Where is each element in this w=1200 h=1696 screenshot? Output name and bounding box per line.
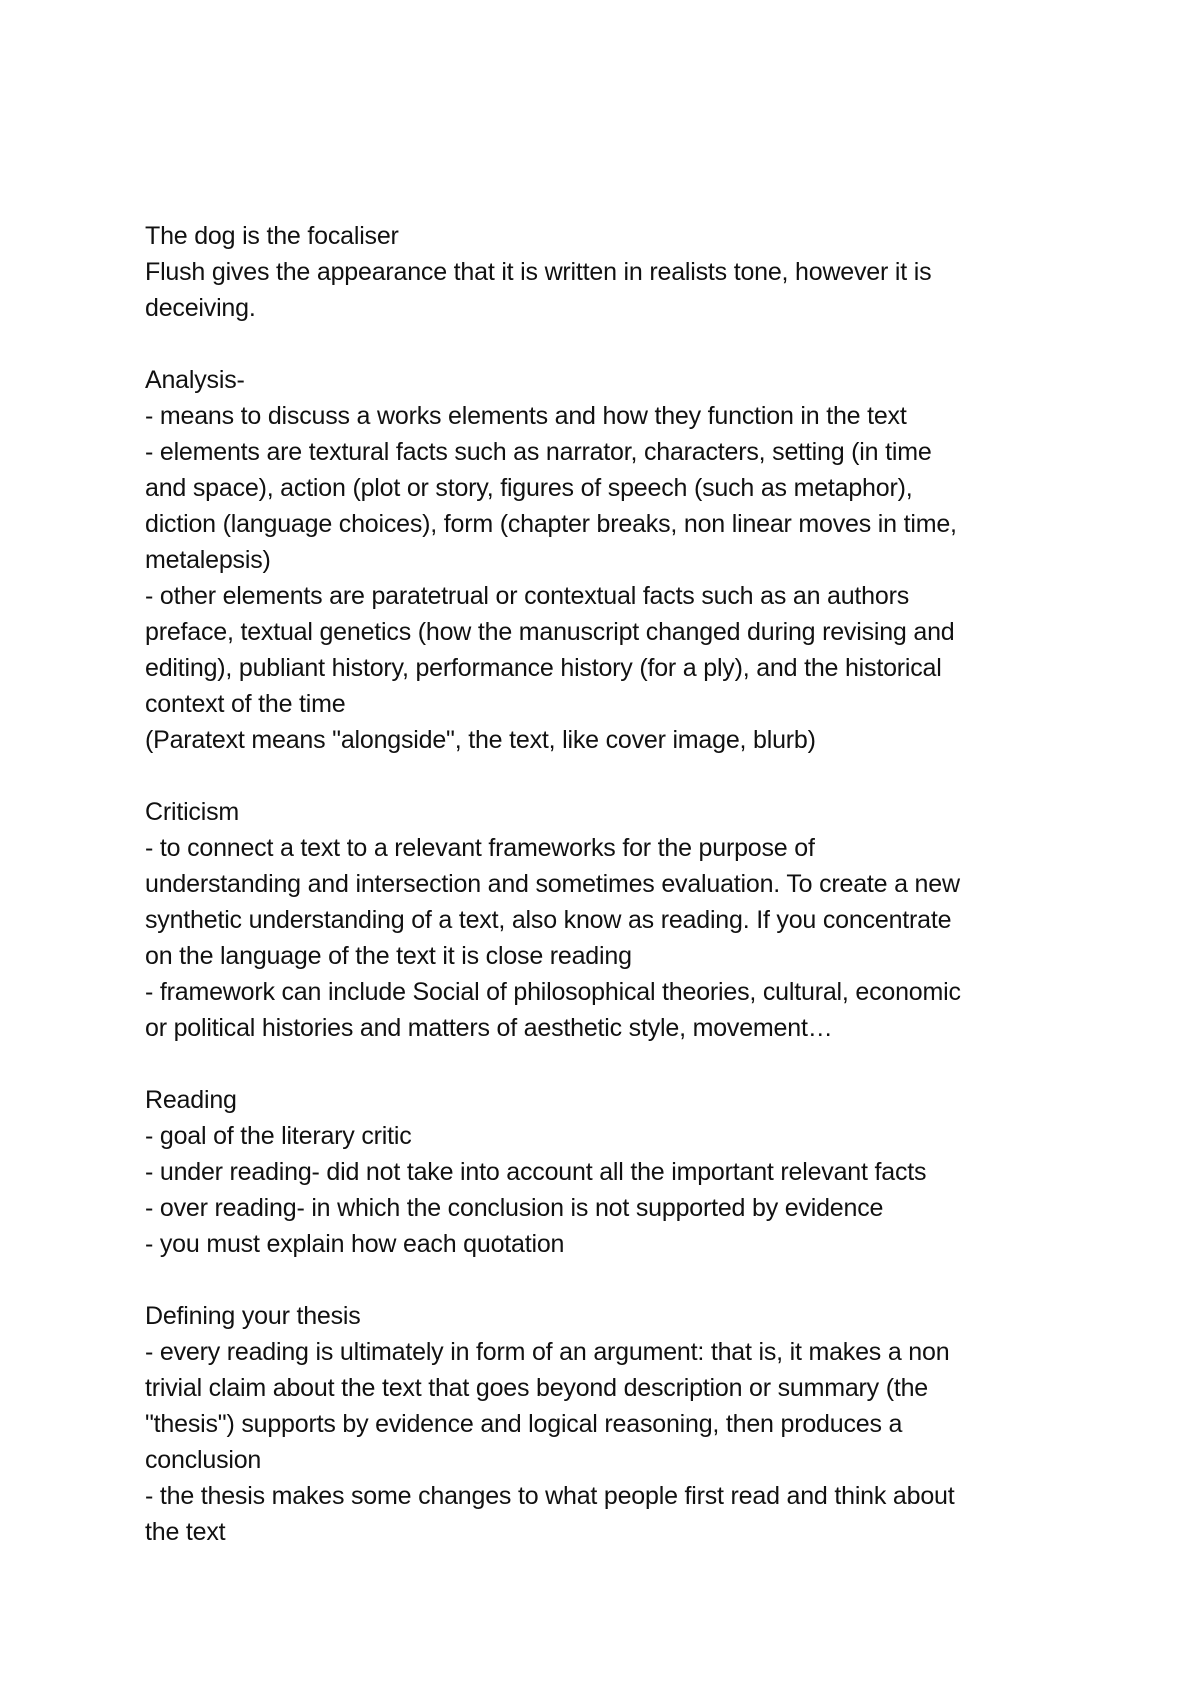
criticism-heading: Criticism [145,798,240,826]
intro-section [145,218,1065,326]
thesis-line: - every reading is ultimately in form of an argument: that is, it makes a non [145,1338,950,1366]
criticism-line: on the language of the text it is close reading [145,942,632,970]
reading-line: - under reading- did not take into account all the important relevant facts [145,1158,927,1186]
intro-line: The dog is the focaliser [145,222,399,250]
criticism-line: - framework can include Social of philosophical theories, cultural, economic [145,978,961,1006]
reading-heading: Reading [145,1086,237,1114]
thesis-line: - the thesis makes some changes to what people first read and think about [145,1482,955,1510]
thesis-line: "thesis") supports by evidence and logical reasoning, then produces a [145,1410,903,1438]
analysis-line: context of the time [145,690,346,718]
analysis-line: and space), action (plot or story, figures of speech (such as metaphor), [145,474,913,502]
blank-line [145,758,1065,794]
criticism-line: understanding and intersection and sometimes evaluation. To create a new [145,870,960,898]
analysis-line: metalepsis) [145,546,271,574]
reading-line: - you must explain how each quotation [145,1230,565,1258]
blank-line [145,1262,1065,1298]
blank-line [145,1046,1065,1082]
reading-section [145,1082,1065,1262]
reading-line: - over reading- in which the conclusion is not supported by evidence [145,1194,884,1222]
intro-line: deceiving. [145,294,256,322]
criticism-section [145,794,1065,1046]
reading-line: - goal of the literary critic [145,1122,412,1150]
thesis-line: trivial claim about the text that goes beyond description or summary (the [145,1374,929,1402]
analysis-line: diction (language choices), form (chapter breaks, non linear moves in time, [145,510,957,538]
analysis-line: - elements are textural facts such as narrator, characters, setting (in time [145,438,932,466]
analysis-line: - means to discuss a works elements and how they function in the text [145,402,907,430]
intro-line: Flush gives the appearance that it is written in realists tone, however it is [145,258,932,286]
thesis-section [145,1298,1065,1550]
analysis-line: editing), publiant history, performance history (for a ply), and the historical [145,654,942,682]
analysis-line: - other elements are paratetrual or contextual facts such as an authors [145,582,909,610]
analysis-line: (Paratext means "alongside", the text, like cover image, blurb) [145,726,816,754]
thesis-line: the text [145,1518,226,1546]
criticism-line: or political histories and matters of aesthetic style, movement… [145,1014,833,1042]
criticism-line: synthetic understanding of a text, also know as reading. If you concentrate [145,906,952,934]
notes-body [145,218,1065,1550]
thesis-heading: Defining your thesis [145,1302,361,1330]
criticism-line: - to connect a text to a relevant frameworks for the purpose of [145,834,815,862]
thesis-line: conclusion [145,1446,262,1474]
analysis-line: preface, textual genetics (how the manuscript changed during revising and [145,618,955,646]
blank-line [145,326,1065,362]
analysis-heading: Analysis- [145,366,245,394]
analysis-section [145,362,1065,758]
